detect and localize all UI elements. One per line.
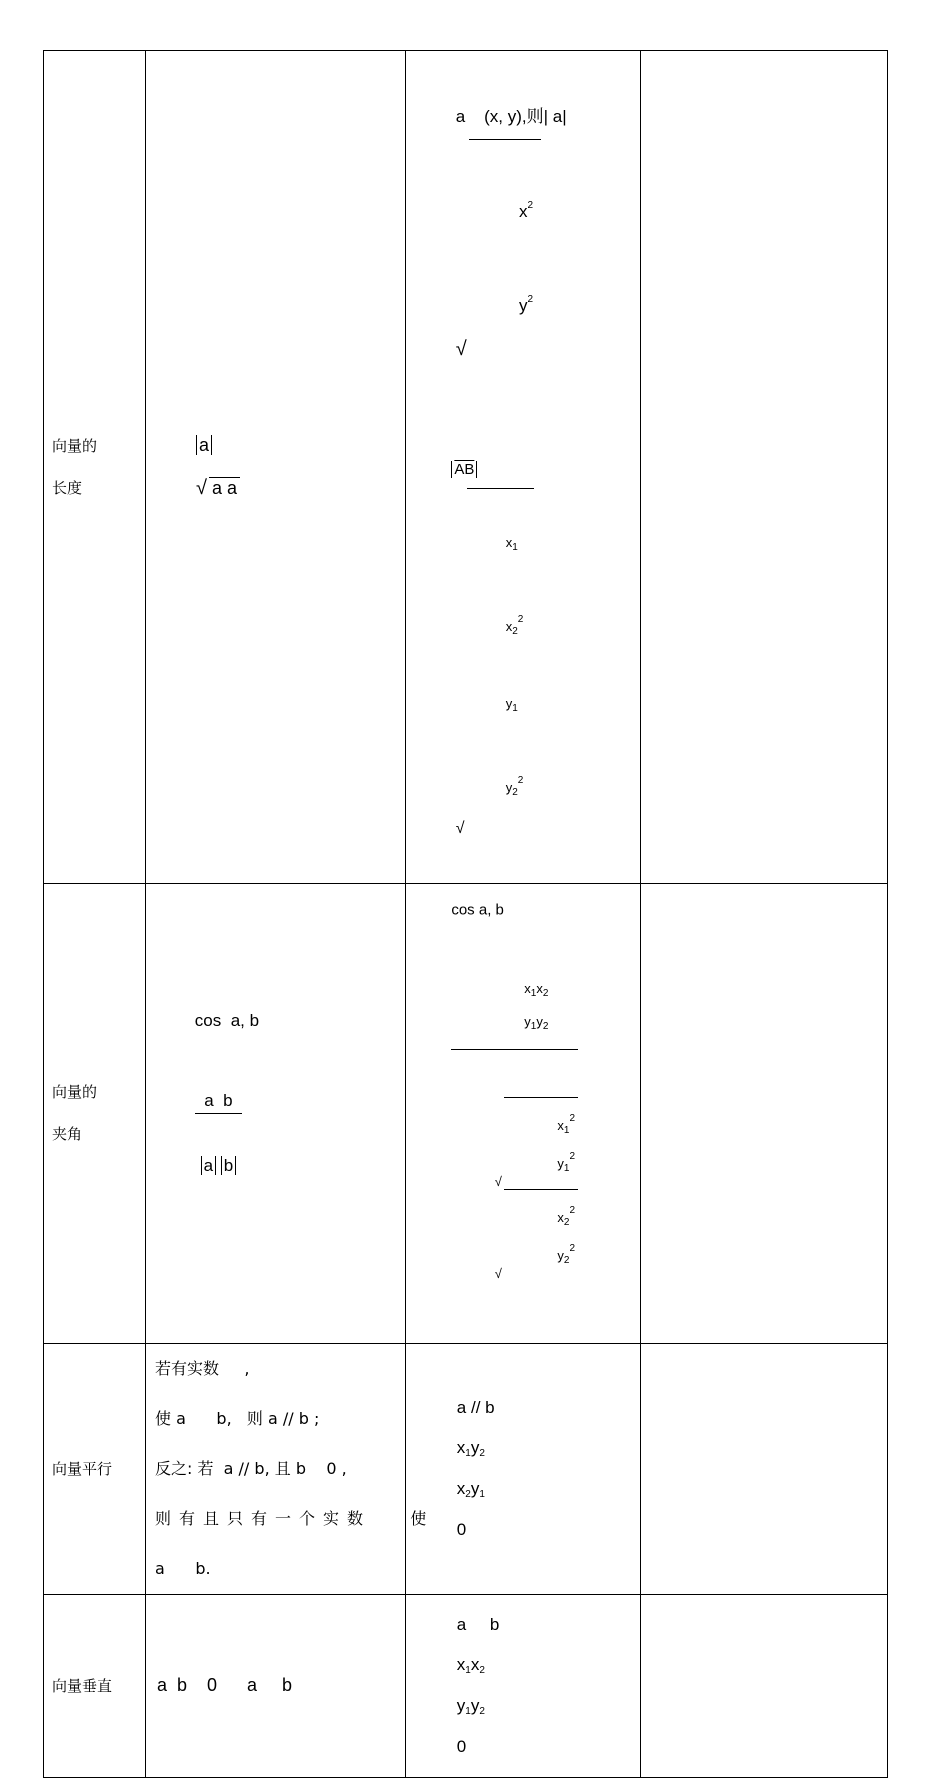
sub: 2 bbox=[465, 1488, 471, 1500]
sub: 2 bbox=[479, 1705, 485, 1717]
vector-formula-table bbox=[43, 50, 888, 1778]
definition-cell bbox=[146, 51, 406, 884]
empty-cell bbox=[641, 884, 888, 1344]
term-y: y bbox=[505, 780, 513, 795]
empty-cell bbox=[641, 51, 888, 884]
sub-2: 2 bbox=[542, 1020, 549, 1032]
parallel-line: 反之: 若 a // b, 且 b 0 , bbox=[155, 1458, 347, 1478]
ab-magnitude: $\overline{AB}$ bbox=[451, 461, 477, 478]
coordinate-cell bbox=[406, 51, 641, 884]
term-x: x bbox=[456, 1478, 466, 1498]
coordinate-cell bbox=[406, 884, 641, 1344]
zero: 0 bbox=[456, 1736, 467, 1756]
abs-a: a bbox=[201, 1156, 216, 1175]
row-label: 向量平行 bbox=[52, 1459, 113, 1478]
term-y: y bbox=[505, 696, 513, 711]
coord-length-line2: $\overline{AB}$ √ $x_1$ $x_2^2$ $y_1$ $y_2^2$ bbox=[406, 416, 640, 883]
parallel-line: a b. bbox=[155, 1558, 211, 1578]
sub-2: 2 bbox=[512, 626, 518, 637]
exp-2: 2 bbox=[569, 1150, 576, 1162]
parallel-line: 若有实数 , bbox=[155, 1358, 250, 1378]
coordinate-cell bbox=[406, 1343, 641, 1594]
sub: 1 bbox=[479, 1488, 485, 1500]
row-label-line: 夹角 bbox=[52, 1125, 83, 1144]
term-x: x bbox=[470, 1654, 480, 1674]
label-cell bbox=[44, 1343, 146, 1594]
table-row-parallel bbox=[44, 1343, 888, 1594]
sub: 2 bbox=[479, 1447, 485, 1459]
term-x: x bbox=[536, 980, 543, 996]
exp-2: 2 bbox=[517, 614, 524, 625]
sub: 1 bbox=[465, 1664, 471, 1676]
angle-fraction bbox=[195, 1051, 242, 1216]
table-row-perpendicular bbox=[44, 1594, 888, 1777]
sub-2: 2 bbox=[512, 787, 518, 798]
coord-y: y bbox=[519, 296, 528, 315]
term-x: x bbox=[505, 535, 513, 550]
term-y: y bbox=[557, 1155, 564, 1171]
sub: 1 bbox=[465, 1447, 471, 1459]
abs-a: a bbox=[196, 435, 212, 455]
sqrt-a-a: a a bbox=[209, 477, 240, 499]
table-row-angle bbox=[44, 884, 888, 1344]
coord-cos-prefix: cos a, b bbox=[451, 901, 504, 919]
term-x: x bbox=[524, 980, 531, 996]
coordinate-cell bbox=[406, 1594, 641, 1777]
label-cell bbox=[44, 51, 146, 884]
coord-x-exp: 2 bbox=[527, 200, 534, 211]
empty-cell bbox=[641, 1594, 888, 1777]
sub-1: 1 bbox=[512, 703, 518, 714]
coord-perpendicular-formula bbox=[406, 1595, 640, 1777]
coord-y-exp: 2 bbox=[527, 294, 534, 305]
term-y: y bbox=[557, 1247, 564, 1263]
sub-1: 1 bbox=[512, 542, 518, 553]
term-x: x bbox=[557, 1209, 564, 1225]
angle-formula bbox=[146, 991, 405, 1236]
sub: 2 bbox=[479, 1664, 485, 1676]
label-cell bbox=[44, 884, 146, 1344]
sub-1: 1 bbox=[530, 1020, 537, 1032]
row-label: 向量垂直 bbox=[52, 1676, 113, 1695]
definition-cell bbox=[146, 1594, 406, 1777]
exp-2: 2 bbox=[569, 1242, 576, 1254]
empty-cell bbox=[641, 1343, 888, 1594]
parallel-line: 则有且只有一个实数 使 bbox=[155, 1508, 435, 1528]
row-label-line: 向量的 bbox=[52, 437, 98, 455]
parallel-symbol: a // b bbox=[456, 1397, 495, 1417]
exp-2: 2 bbox=[569, 1112, 576, 1124]
term-y: y bbox=[456, 1695, 466, 1715]
sub-1: 1 bbox=[530, 987, 537, 999]
parallel-line: 使 a b, 则 a // b ; bbox=[155, 1408, 320, 1428]
sub: 1 bbox=[465, 1705, 471, 1717]
length-formula: a √ a a bbox=[146, 414, 405, 521]
term-y: y bbox=[524, 1013, 531, 1029]
row-label-line: 长度 bbox=[52, 479, 83, 497]
cos-prefix: cos a, b bbox=[194, 1010, 260, 1030]
sub-2: 2 bbox=[542, 987, 549, 999]
term-x: x bbox=[456, 1654, 466, 1674]
exp-2: 2 bbox=[569, 1204, 576, 1216]
fraction-numerator: a b bbox=[195, 1091, 242, 1114]
coord-angle-fraction bbox=[451, 936, 578, 1326]
definition-cell bbox=[146, 1343, 435, 1594]
sub-1: 1 bbox=[563, 1162, 570, 1174]
label-cell bbox=[44, 1594, 146, 1777]
row-label-line: 向量的 bbox=[52, 1083, 98, 1102]
coord-angle-formula bbox=[406, 884, 640, 1343]
perp-symbol: a b bbox=[456, 1614, 500, 1634]
term-x: x bbox=[557, 1117, 564, 1133]
sub-2: 2 bbox=[563, 1216, 570, 1228]
term-y: y bbox=[470, 1437, 480, 1457]
term-y: y bbox=[470, 1695, 480, 1715]
perpendicular-formula: a b 0 a b bbox=[157, 1675, 293, 1696]
coord-numerator bbox=[451, 966, 578, 1050]
term-y: y bbox=[470, 1478, 480, 1498]
fraction-denominator bbox=[195, 1154, 242, 1176]
coord-x: x bbox=[519, 202, 528, 221]
term-y: y bbox=[536, 1013, 543, 1029]
sub-1: 1 bbox=[563, 1124, 570, 1136]
term-x: x bbox=[456, 1437, 466, 1457]
term-x: x bbox=[505, 619, 513, 634]
coord-parallel-formula bbox=[406, 1378, 640, 1560]
table-row-length bbox=[44, 51, 888, 884]
abs-b: b bbox=[221, 1156, 236, 1175]
coord-length-line1: a (x, y),则| a| √ $x^2$ $y^2$ bbox=[406, 51, 640, 416]
coord-length-prefix: a (x, y),则| a| bbox=[455, 107, 567, 126]
coord-denominator: √ $x_1^2$ $y_1^2$ √ $x_2^2$ $y_2^2$ bbox=[451, 1080, 578, 1296]
sub-2: 2 bbox=[563, 1254, 570, 1266]
exp-2: 2 bbox=[517, 775, 524, 786]
zero: 0 bbox=[456, 1519, 467, 1539]
definition-cell bbox=[146, 884, 406, 1344]
